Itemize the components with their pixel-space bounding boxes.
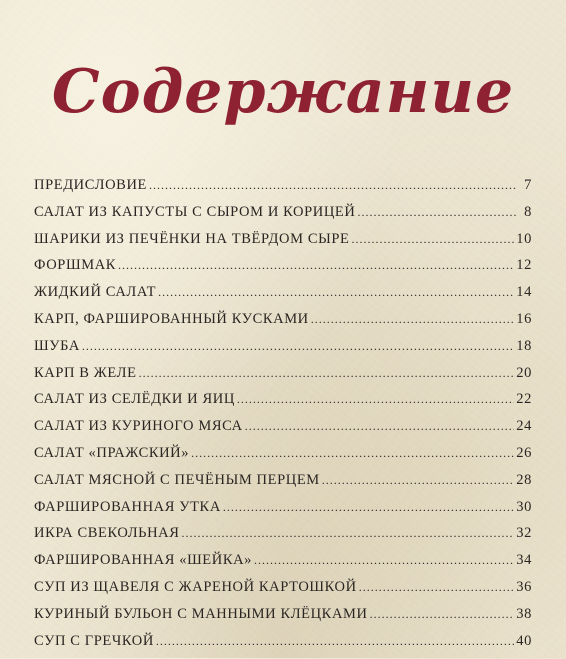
toc-entry-page: 22 [516,391,532,408]
toc-entry[interactable] [34,284,532,311]
dot-leader [322,473,515,488]
toc-entry-title: ФАРШИРОВАННАЯ «ШЕЙКА» [34,552,253,569]
toc-entry-title: ИКРА СВЕКОЛЬНАЯ [34,525,180,542]
toc-entry[interactable] [34,391,532,418]
toc-entry-page: 40 [516,632,532,649]
toc-entry[interactable] [34,606,532,633]
toc-entry-page: 24 [516,418,532,435]
toc-entry-page: 30 [516,498,532,515]
dot-leader [311,312,515,327]
toc-entry[interactable] [34,338,532,365]
toc-entry-page: 38 [516,605,532,622]
dot-leader [223,500,514,515]
dot-leader [118,258,514,273]
dot-leader [370,607,515,622]
toc-entry[interactable] [34,204,532,231]
toc-entry-page: 18 [516,337,532,354]
toc-entry-title: КАРП, ФАРШИРОВАННЫЙ КУСКАМИ [34,310,309,327]
dot-leader [158,285,514,300]
toc-entry-title: ШУБА [34,337,80,354]
toc-entry-page: 16 [516,310,532,327]
toc-entry-page: 14 [516,284,532,301]
toc-entry[interactable] [34,633,532,659]
dot-leader [139,366,515,381]
dot-leader [357,205,516,220]
toc-entry[interactable] [34,552,532,579]
toc-entry-page: 12 [516,257,532,274]
toc-entry-title: САЛАТ ИЗ КАПУСТЫ С СЫРОМ И КОРИЦЕЙ [34,203,356,220]
toc-entry-title: САЛАТ ИЗ СЕЛЁДКИ И ЯИЦ [34,391,235,408]
dot-leader [237,392,514,407]
page-title: Содержание [51,57,515,128]
toc-entry-page: 8 [524,203,532,220]
toc-entry-title: САЛАТ МЯСНОЙ С ПЕЧЁНЫМ ПЕРЦЕМ [34,471,320,488]
table-of-contents [34,177,532,659]
toc-entry-title: ЖИДКИЙ САЛАТ [34,284,157,301]
dot-leader [181,526,514,541]
toc-entry-title: КАРП В ЖЕЛЕ [34,364,137,381]
dot-leader [254,553,514,568]
toc-entry[interactable] [34,365,532,392]
toc-entry[interactable] [34,445,532,472]
dot-leader [156,634,514,649]
toc-entry-title: САЛАТ «ПРАЖСКИЙ» [34,444,190,461]
toc-entry[interactable] [34,257,532,284]
dot-leader [359,580,515,595]
dot-leader [149,178,516,193]
toc-entry-title: ПРЕДИСЛОВИЕ [34,177,147,193]
toc-entry-page: 36 [516,578,532,595]
toc-entry[interactable] [34,579,532,606]
toc-entry-page: 10 [516,230,532,247]
toc-entry-page: 7 [524,177,532,193]
toc-entry-title: СУП С ГРЕЧКОЙ [34,632,154,649]
toc-entry-title: САЛАТ ИЗ КУРИНОГО МЯСА [34,418,243,435]
toc-entry-title: ФОРШМАК [34,257,117,274]
toc-entry-title: КУРИНЫЙ БУЛЬОН С МАННЫМИ КЛЁЦКАМИ [34,605,368,622]
toc-entry[interactable] [34,499,532,526]
toc-entry-page: 32 [516,525,532,542]
toc-entry-page: 28 [516,471,532,488]
toc-entry-page: 34 [516,552,532,569]
toc-entry[interactable] [34,472,532,499]
dot-leader [82,339,514,354]
toc-entry[interactable] [34,418,532,445]
dot-leader [351,232,514,247]
dot-leader [191,446,514,461]
toc-entry-title: СУП ИЗ ЩАВЕЛЯ С ЖАРЕНОЙ КАРТОШКОЙ [34,578,357,595]
toc-entry-title: ШАРИКИ ИЗ ПЕЧЁНКИ НА ТВЁРДОМ СЫРЕ [34,230,350,247]
toc-entry[interactable] [34,231,532,258]
toc-entry-page: 26 [516,444,532,461]
toc-entry-title: ФАРШИРОВАННАЯ УТКА [34,498,221,515]
toc-entry[interactable] [34,177,532,204]
toc-entry[interactable] [34,525,532,552]
toc-entry-page: 20 [516,364,532,381]
dot-leader [245,419,515,434]
toc-entry[interactable] [34,311,532,338]
